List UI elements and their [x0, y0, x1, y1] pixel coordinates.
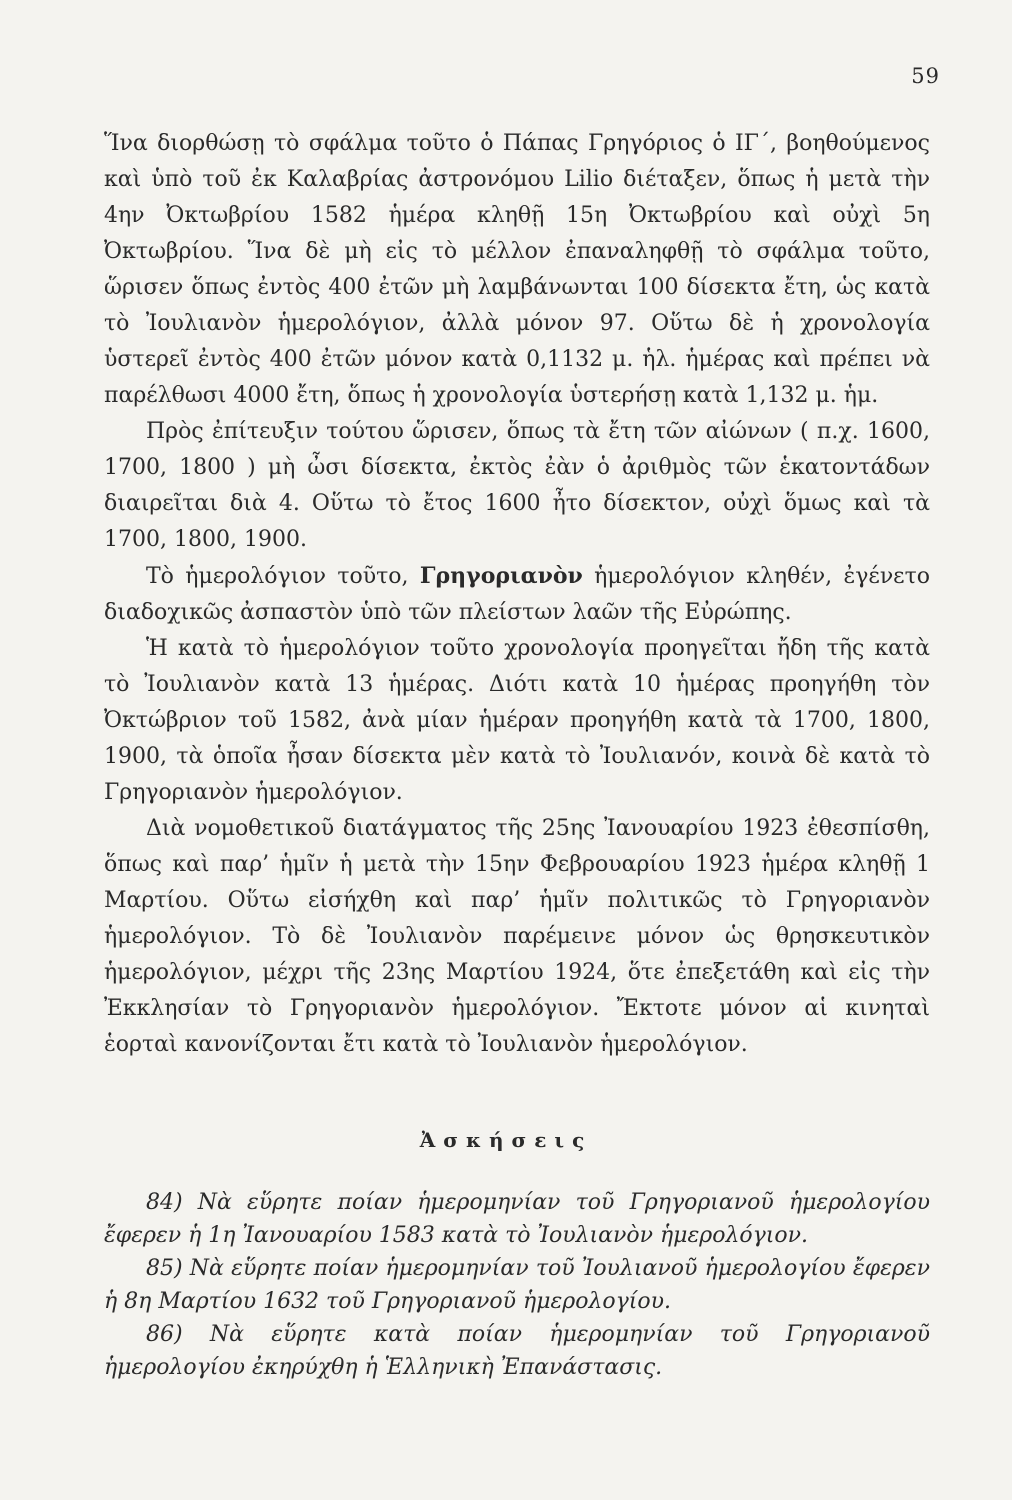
paragraph-gregorian-name: [104, 558, 930, 631]
exercise-list: [104, 1186, 930, 1384]
paragraph-greek-adoption: Διὰ νομοθετικοῦ διατάγματος τῆς 25ης Ἰανουαρίου 1923 ἐθεσπίσθη, ὅπως καὶ παρ’ ἡμῖν ἡ μετὰ τὴν 15ην Φεβρουαρίου 1923 ἡμέρα κληθῇ 1 Μαρτίου. Οὕτω εἰσήχθη καὶ παρ’ ἡμῖν πολιτικῶς τὸ Γρηγοριανὸν ἡμερολόγιον. Τὸ δὲ Ἰουλιανὸν παρέμεινε μόνον ὡς θρησκευτικὸν ἡμερολόγιον, μέχρι τῆς 23ης Μαρτίου 1924, ὅτε ἐπεξετάθη καὶ εἰς τὴν Ἐκκλησίαν τὸ Γρηγοριανὸν ἡμερολόγιον. Ἔκτοτε μόνον αἱ κινηταὶ ἑορταὶ κανονίζονται ἔτι κατὰ τὸ Ἰουλιανὸν ἡμερολόγιον.: [104, 816, 930, 1057]
exercise-item: 84) Νὰ εὕρητε ποίαν ἡμερομηνίαν τοῦ Γρηγοριανοῦ ἡμερολογίου ἔφερεν ἡ 1η Ἰανουαρίου 1583 κατὰ τὸ Ἰουλιανὸν ἡμερολόγιον.: [104, 1190, 930, 1248]
body-text: [104, 126, 930, 1063]
paragraph-gregorian-name-start: Τὸ ἡμερολόγιον τοῦτο,: [146, 564, 420, 589]
section-title-exercises: Ἀσκήσεις: [419, 1128, 593, 1152]
paragraph-thirteen-days: Ἡ κατὰ τὸ ἡμερολόγιον τοῦτο χρονολογία προηγεῖται ἤδη τῆς κατὰ τὸ Ἰουλιανὸν κατὰ 13 ἡμέρας. Διότι κατὰ 10 ἡμέρας προηγήθη τὸν Ὀκτώβριον τοῦ 1582, ἀνὰ μίαν ἡμέραν προηγήθη κατὰ τὰ 1700, 1800, 1900, τὰ ὁποῖα ἦσαν δίσεκτα μὲν κατὰ τὸ Ἰουλιανόν, κοινὰ δὲ κατὰ τὸ Γρηγοριανὸν ἡμερολόγιον.: [104, 636, 930, 805]
gregorian-term: Γρηγοριανὸν: [419, 563, 583, 589]
paragraph-gregory-reform: Ἵνα διορθώσῃ τὸ σφάλμα τοῦτο ὁ Πάπας Γρηγόριος ὁ ΙΓ΄, βοηθούμενος καὶ ὑπὸ τοῦ ἐκ Καλαβρίας ἀστρονόμου Lilio διέταξεν, ὅπως ἡ μετὰ τὴν 4ην Ὀκτωβρίου 1582 ἡμέρα κληθῇ 15η Ὀκτωβρίου καὶ οὐχὶ 5η Ὀκτωβρίου. Ἵνα δὲ μὴ εἰς τὸ μέλλον ἐπαναληφθῇ τὸ σφάλμα τοῦτο, ὥρισεν ὅπως ἐντὸς 400 ἐτῶν μὴ λαμβάνωνται 100 δίσεκτα ἔτη, ὡς κατὰ τὸ Ἰουλιανὸν ἡμερολόγιον, ἀλλὰ μόνον 97. Οὕτω δὲ ἡ χρονολογία ὑστερεῖ ἐντὸς 400 ἐτῶν μόνον κατὰ 0,1132 μ. ἡλ. ἡμέρας καὶ πρέπει νὰ παρέλθωσι 4000 ἔτη, ὅπως ἡ χρονολογία ὑστερήσῃ κατὰ 1,132 μ. ἡμ.: [104, 131, 930, 408]
page-number: 59: [911, 64, 940, 88]
exercise-item: 86) Νὰ εὕρητε κατὰ ποίαν ἡμερομηνίαν τοῦ Γρηγοριανοῦ ἡμερολογίου ἐκηρύχθη ἡ Ἑλληνικὴ Ἐπανάστασις.: [104, 1322, 930, 1380]
paragraph-gregorian-name-end: ἡμερολόγιον κληθέν, ἐγένετο διαδοχικῶς ἀσπαστὸν ὑπὸ τῶν πλείστων λαῶν τῆς Εὐρώπης.: [104, 564, 931, 625]
exercise-item: 85) Νὰ εὕρητε ποίαν ἡμερομηνίαν τοῦ Ἰουλιανοῦ ἡμερολογίου ἔφερεν ἡ 8η Μαρτίου 1632 τοῦ Γρηγοριανοῦ ἡμερολογίου.: [104, 1256, 930, 1314]
paragraph-century-rule: Πρὸς ἐπίτευξιν τούτου ὥρισεν, ὅπως τὰ ἔτη τῶν αἰώνων ( π.χ. 1600, 1700, 1800 ) μὴ ὦσι δίσεκτα, ἐκτὸς ἐὰν ὁ ἀριθμὸς τῶν ἑκατοντάδων διαιρεῖται διὰ 4. Οὕτω τὸ ἔτος 1600 ἦτο δίσεκτον, οὐχὶ ὅμως καὶ τὰ 1700, 1800, 1900.: [104, 419, 930, 552]
